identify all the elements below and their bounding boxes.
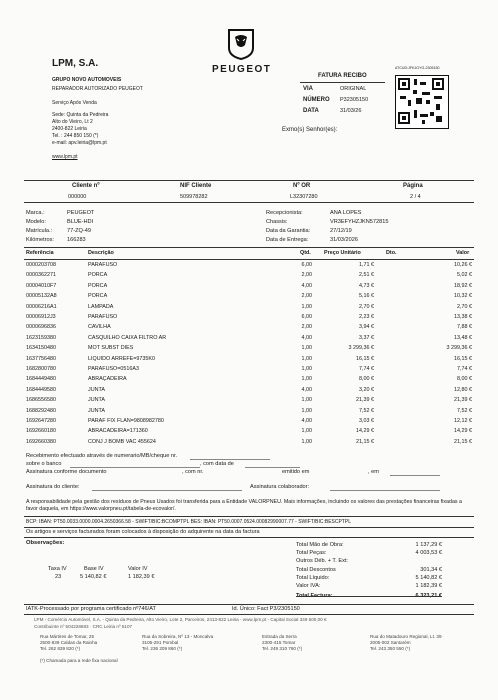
item-ref: 0000362271 (26, 272, 56, 279)
client-number-header: Cliente nº (72, 183, 100, 189)
total-label: Outros Déb. + T. Ext: (296, 558, 348, 565)
item-desc: PARAFUSO=0516A3 (88, 366, 139, 372)
receipt-date: , com data de (200, 461, 234, 467)
item-row (24, 335, 474, 345)
item-ref: 1682800780 (26, 366, 56, 372)
item-ref: 1692660380 (26, 438, 56, 445)
item-row (24, 324, 474, 334)
item-ref: 00004010F7 (26, 282, 57, 289)
item-row (24, 408, 474, 418)
date-value: 31/03/26 (340, 108, 362, 114)
company-service: Serviço Após Venda (52, 100, 97, 106)
item-qty: 1,00 (301, 366, 312, 372)
nif-header: NIF Cliente (180, 183, 212, 189)
item-qty: 4,00 (301, 418, 312, 424)
branch-pombal-phone: Tel. 236 209 860 (*) (142, 646, 183, 651)
item-row (24, 376, 474, 386)
km-value: 166283 (67, 237, 86, 243)
chassis-label: Chassis: (266, 219, 288, 225)
item-value: 18,92 € (454, 282, 472, 289)
company-address-1: Sede: Quinta da Pedreira (52, 112, 109, 118)
item-value: 21,15 € (454, 438, 472, 445)
item-price: 16,15 € (356, 355, 374, 362)
company-group: GRUPO NOVO AUTOMOVEIS (52, 77, 122, 83)
total-value: 4 003,53 € (415, 550, 442, 557)
item-price: 14,29 € (356, 428, 374, 435)
receipt-issued: emitido em (282, 469, 310, 475)
receipt-nr: , com nr. (182, 469, 204, 475)
atcud: ATCUD:JFKJGYG-2305150 (395, 66, 440, 70)
company-repairer: REPARADOR AUTORIZADO PEUGEOT (52, 86, 143, 92)
item-desc: ABRAÇADEIRA (88, 376, 127, 383)
branch-pombal-address: Rua da Sobreira, Nº 13 - Moncalva (142, 634, 214, 639)
item-value: 7,74 € (457, 366, 472, 372)
branch-santarem-city: 2005-002 Santarém (370, 640, 411, 645)
item-price: 1,71 € (359, 262, 374, 268)
item-row (24, 366, 474, 376)
client-salutation: Exmo(s) Senhor(es): (282, 127, 338, 133)
item-ref: 1634150480 (26, 345, 56, 352)
item-desc: JUNTA (88, 386, 105, 393)
branch-caldas-address: Rua Mártires de Tomar, 25 (40, 634, 95, 639)
branch-tomar-city: 2300-415 Tomar (262, 640, 296, 645)
client-number: 000000 (68, 194, 87, 200)
item-ref: 00005132A8 (26, 293, 57, 300)
item-row (24, 387, 474, 397)
item-qty: 6,00 (301, 314, 312, 320)
entrada-label: Data de Entrega: (266, 237, 309, 243)
item-value: 10,26 € (454, 262, 472, 268)
certification-note: IATK-Processado por programa certificado nº746/AT (26, 606, 156, 612)
receipt-line-1: Recebimento efectuado através de numerario/MB/cheque nr. (26, 453, 178, 459)
item-price: 2,70 € (359, 303, 374, 310)
qty-header: Qtd. (300, 250, 311, 256)
tax-base-header: Base IV (84, 566, 104, 572)
total-value: 1 137,29 € (415, 542, 442, 548)
item-qty: 1,00 (301, 428, 312, 435)
company-phone: Tel. : 244 850 150 (*) (52, 133, 99, 139)
km-label: Kilómetros: (26, 237, 54, 243)
item-desc: PARAF FIX FLAN=9808982780 (88, 418, 164, 424)
collab-signature-label: Assinatura colaborador: (250, 484, 310, 490)
item-qty: 1,00 (301, 345, 312, 352)
valorpneu-note: A responsabilidade pela gestão dos resíduos de Pneus Usados foi transferida para a Entidade VALORPNEU. Mais informações, incluindo os valores das prestações financeiras fixadas a favor daquela, em https://www.valorpneu.pt/tabela-de-ecovalor/. (26, 499, 462, 512)
total-value: 5 140,82 € (415, 574, 442, 581)
receipt-bank: sobre o banco (26, 461, 62, 467)
branch-santarem-address: Rua do Matadouro Regional, Lt. 39 (370, 634, 442, 639)
item-qty: 1,00 (301, 376, 312, 383)
matricula-value: 77-ZQ-49 (67, 228, 91, 234)
item-value: 13,38 € (454, 314, 472, 320)
item-value: 12,12 € (454, 418, 472, 424)
tax-value-value: 1 182,39 € (128, 574, 155, 580)
page-value: 2 / 4 (410, 194, 421, 200)
total-value: 301,34 € (420, 566, 442, 573)
date-label: DATA (303, 108, 319, 114)
item-desc: CONJ J BOMB VAC 455624 (88, 438, 156, 445)
item-row (24, 283, 474, 293)
chassis-value: VR3EFYHZJKN572815 (330, 219, 389, 225)
item-desc: PORCA (88, 272, 108, 279)
legal-line-2: Contribuinte nº 504228683 · CRC Leiria nº 5107 (34, 624, 133, 629)
item-value: 12,80 € (454, 386, 472, 393)
item-qty: 1,00 (301, 407, 312, 414)
item-desc: PORCA (88, 282, 108, 289)
tax-value-header: Valor IV (128, 566, 148, 572)
unique-id: Id. Único: Fact P3/2305150 (232, 606, 300, 612)
item-ref: 1692647280 (26, 418, 56, 424)
item-price: 5,16 € (359, 293, 374, 300)
item-price: 3 299,36 € (348, 345, 374, 352)
item-price: 7,74 € (359, 366, 374, 372)
item-desc: PARAFUSO (88, 262, 118, 268)
item-qty: 6,00 (301, 262, 312, 268)
item-price: 7,52 € (359, 407, 374, 414)
branch-caldas-phone: Tel. 262 839 820 (*) (40, 646, 81, 651)
garantia-label: Data da Garantia: (266, 228, 311, 234)
total-label: Total Peças: (296, 550, 327, 557)
item-qty: 1,00 (301, 397, 312, 404)
item-ref: 0000696836 (26, 324, 56, 331)
brand-name: PEUGEOT (212, 64, 272, 75)
item-row (24, 418, 474, 428)
item-row (24, 304, 474, 314)
item-value: 21,39 € (454, 397, 472, 404)
item-desc: CASQUILHO CAIXA FILTRO AR (88, 334, 167, 341)
marca-label: Marca.: (26, 210, 45, 216)
item-ref: 1684449580 (26, 386, 56, 393)
desc-header: Descrição (88, 250, 114, 256)
company-email: e-mail: apv.leiria@lpm.pt (52, 140, 107, 146)
qr-code-icon (395, 75, 449, 129)
legal-line-1: LPM - Comércio Automóvel, S.A. - Quinta da Pedreira, Alto Vieiro, Lote 2, Parceiros, 2413-822 Leiria - www.lpm.pt - Capital Social 349 500,00 € (34, 617, 327, 622)
company-address-2: Alto do Vieiro, Lt 2 (52, 119, 93, 125)
branch-caldas-city: 2500-839 Caldas da Rainha (40, 640, 98, 645)
total-value: 1 182,39 € (415, 583, 442, 589)
item-price: 3,94 € (359, 324, 374, 331)
tax-base-value: 5 140,82 € (80, 574, 107, 580)
item-value: 10,32 € (454, 293, 472, 300)
item-price: 2,51 € (359, 272, 374, 279)
modelo-label: Modelo: (26, 219, 46, 225)
item-desc: ABRACADEIRA=171360 (88, 428, 148, 435)
item-price: 21,39 € (356, 397, 374, 404)
item-price: 4,73 € (359, 282, 374, 289)
number-value: P32305150 (340, 97, 369, 103)
price-header: Preço Unitário (324, 250, 361, 256)
receipt-at: , em (368, 469, 379, 475)
item-value: 16,15 € (454, 355, 472, 362)
item-row (24, 439, 474, 449)
item-ref: 1684449480 (26, 376, 56, 383)
item-qty: 4,00 (301, 334, 312, 341)
branch-tomar-address: Estrada da Serra (262, 634, 297, 639)
item-value: 8,00 € (457, 376, 472, 383)
item-row (24, 314, 474, 324)
ref-header: Referência (26, 250, 54, 256)
via-value: ORIGINAL (340, 86, 367, 92)
item-desc: PORCA (88, 293, 108, 300)
disc-header: Dto. (386, 250, 397, 256)
disposal-note: Os artigos e serviços facturados foram colocados à disposição do adquirente na data da factura (26, 529, 260, 535)
company-address-3: 2400-822 Leiria (52, 126, 87, 132)
item-row (24, 272, 474, 282)
item-qty: 4,00 (301, 282, 312, 289)
invoice-type: FATURA RECIBO (318, 73, 367, 79)
client-signature-label: Assinatura do cliente: (26, 484, 80, 490)
nif-value: 509978282 (180, 194, 208, 200)
receipt-doc: Assinatura conforme documento (26, 469, 107, 475)
item-price: 8,00 € (359, 376, 374, 383)
item-desc: JUNTA (88, 407, 105, 414)
item-price: 3,20 € (359, 386, 374, 393)
total-label: Total Descontos (296, 566, 336, 573)
total-label: Valor IVA: (296, 583, 321, 589)
item-ref: 00006216A1 (26, 303, 57, 310)
item-row (24, 356, 474, 366)
item-row (24, 262, 474, 272)
item-value: 2,70 € (457, 303, 472, 310)
item-value: 14,29 € (454, 428, 472, 435)
value-header: Valor (456, 250, 470, 256)
item-value: 13,48 € (454, 334, 472, 341)
item-qty: 2,00 (301, 272, 312, 279)
or-header: Nº OR (293, 183, 311, 189)
item-desc: LAMPADA (88, 303, 114, 310)
marca-value: PEUGEOT (67, 210, 95, 216)
peugeot-lion-icon (226, 28, 256, 60)
item-ref: 1688292480 (26, 407, 56, 414)
number-label: NÚMERO (303, 97, 330, 103)
item-ref: 0000203708 (26, 262, 56, 268)
page-header: Página (403, 183, 423, 189)
item-qty: 1,00 (301, 303, 312, 310)
via-label: VIA (303, 86, 314, 92)
iban-line: BCP: IBAN: PT50.0033.0000.0004.2650366.58 - SWIFT/BIC:BCOMPTPL BES: IBAN: PT50.0007.0524.00082990007.77 - SWIFT/BIC:BESCPTPL (26, 519, 351, 525)
item-qty: 4,00 (301, 386, 312, 393)
item-desc: CAVILHA (88, 324, 111, 331)
item-ref: 1692660180 (26, 428, 56, 435)
item-qty: 2,00 (301, 324, 312, 331)
company-web[interactable]: www.lpm.pt (52, 154, 78, 160)
branch-pombal-city: 3105-291 Pombal (142, 640, 179, 645)
company-name: LPM, S.A. (52, 58, 99, 69)
item-value: 3 299,36 € (446, 345, 472, 352)
item-row (24, 397, 474, 407)
tax-rate-header: Taxa IV (48, 566, 67, 572)
item-value: 7,52 € (457, 407, 472, 414)
item-value: 7,88 € (457, 324, 472, 331)
item-price: 3,03 € (359, 418, 374, 424)
item-price: 3,37 € (359, 334, 374, 341)
garantia-value: 27/12/19 (330, 228, 352, 234)
call-note: (*) Chamada para a rede fixa nacional (40, 658, 118, 663)
item-ref: 1686556580 (26, 397, 56, 404)
matricula-label: Matrícula.: (26, 228, 53, 234)
item-value: 5,02 € (457, 272, 472, 279)
total-label: Total Mão de Obra: (296, 542, 344, 548)
item-qty: 2,00 (301, 293, 312, 300)
item-qty: 1,00 (301, 355, 312, 362)
observations-label: Observações: (26, 540, 65, 546)
modelo-value: BLUE-HDI (67, 219, 94, 225)
item-row (24, 428, 474, 438)
total-label: Total Líquido: (296, 574, 330, 581)
item-desc: JUNTA (88, 397, 105, 404)
tax-rate-value: 23 (55, 574, 62, 580)
recep-value: ANA LOPES (330, 210, 362, 216)
recep-label: Recepcionista: (266, 210, 303, 216)
item-ref: 1623159380 (26, 334, 56, 341)
item-price: 2,23 € (359, 314, 374, 320)
or-value: L32307280 (290, 194, 318, 200)
item-row (24, 293, 474, 303)
item-ref: 00006912J3 (26, 314, 56, 320)
entrada-value: 31/03/2026 (330, 237, 358, 243)
branch-santarem-phone: Tel. 243 350 550 (*) (370, 646, 411, 651)
item-ref: 1637756480 (26, 355, 56, 362)
item-row (24, 345, 474, 355)
branch-tomar-phone: Tel. 249 310 760 (*) (262, 646, 303, 651)
item-desc: MOT SUBST DIES (88, 345, 134, 352)
item-price: 21,15 € (356, 438, 374, 445)
item-desc: LIQUIDO ARREFE=9735K0 (88, 355, 155, 362)
item-desc: PARAFUSO (88, 314, 118, 320)
item-qty: 1,00 (301, 438, 312, 445)
